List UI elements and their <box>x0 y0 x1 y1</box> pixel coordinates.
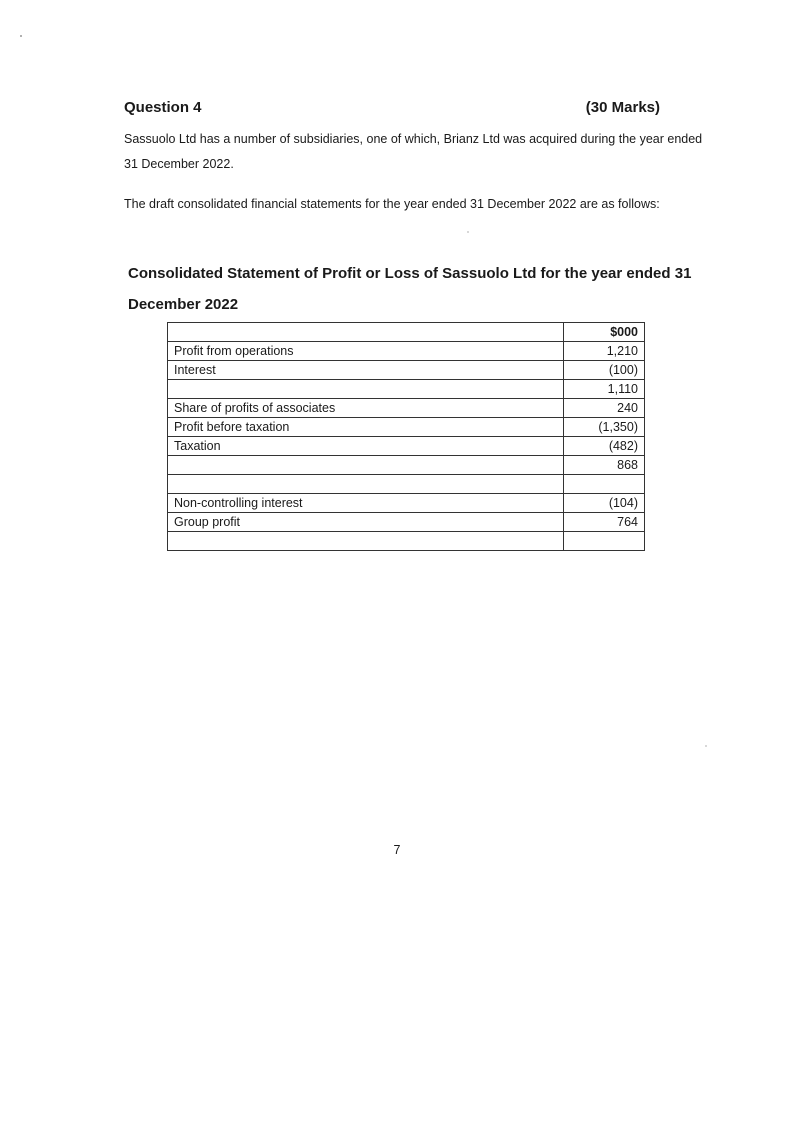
row-amount: (104) <box>564 494 645 513</box>
row-amount: (482) <box>564 437 645 456</box>
table-row <box>168 418 645 437</box>
intro-paragraph-1: Sassuolo Ltd has a number of subsidiaries, one of which, Brianz Ltd was acquired during the year ended 31 December 2022. <box>124 132 703 171</box>
row-amount <box>564 532 645 551</box>
scan-speck <box>705 745 707 747</box>
row-amount: 868 <box>564 456 645 475</box>
page-number: 7 <box>393 843 401 857</box>
table-header-row <box>168 323 645 342</box>
table-row <box>168 475 645 494</box>
table-row <box>168 513 645 532</box>
header-label-cell <box>168 323 564 342</box>
row-label: Taxation <box>168 437 564 456</box>
statement-heading: Consolidated Statement of Profit or Loss of Sassuolo Ltd for the year ended 31 December 2022 <box>128 265 692 313</box>
question-title: Question 4 <box>124 99 202 116</box>
row-amount: 1,110 <box>564 380 645 399</box>
row-label <box>168 380 564 399</box>
question-heading <box>124 97 660 119</box>
scan-speck <box>20 35 22 37</box>
row-label <box>168 475 564 494</box>
table-row <box>168 380 645 399</box>
row-amount: 240 <box>564 399 645 418</box>
row-label <box>168 456 564 475</box>
table-row <box>168 494 645 513</box>
intro-paragraph-2: The draft consolidated financial statements for the year ended 31 December 2022 are as follows: <box>124 197 660 211</box>
scan-speck <box>467 231 469 233</box>
row-label: Group profit <box>168 513 564 532</box>
currency-unit-header: $000 <box>564 323 645 342</box>
question-marks: (30 Marks) <box>585 99 660 116</box>
row-label: Non-controlling interest <box>168 494 564 513</box>
row-amount: 1,210 <box>564 342 645 361</box>
table-row <box>168 532 645 551</box>
row-label: Interest <box>168 361 564 380</box>
row-label: Profit before taxation <box>168 418 564 437</box>
table-row <box>168 342 645 361</box>
table-row <box>168 399 645 418</box>
table-row <box>168 361 645 380</box>
row-amount <box>564 475 645 494</box>
row-label: Share of profits of associates <box>168 399 564 418</box>
row-amount: 764 <box>564 513 645 532</box>
row-label <box>168 532 564 551</box>
table-row <box>168 456 645 475</box>
row-amount: (100) <box>564 361 645 380</box>
row-label: Profit from operations <box>168 342 564 361</box>
row-amount: (1,350) <box>564 418 645 437</box>
profit-loss-table <box>167 322 645 551</box>
table-row <box>168 437 645 456</box>
